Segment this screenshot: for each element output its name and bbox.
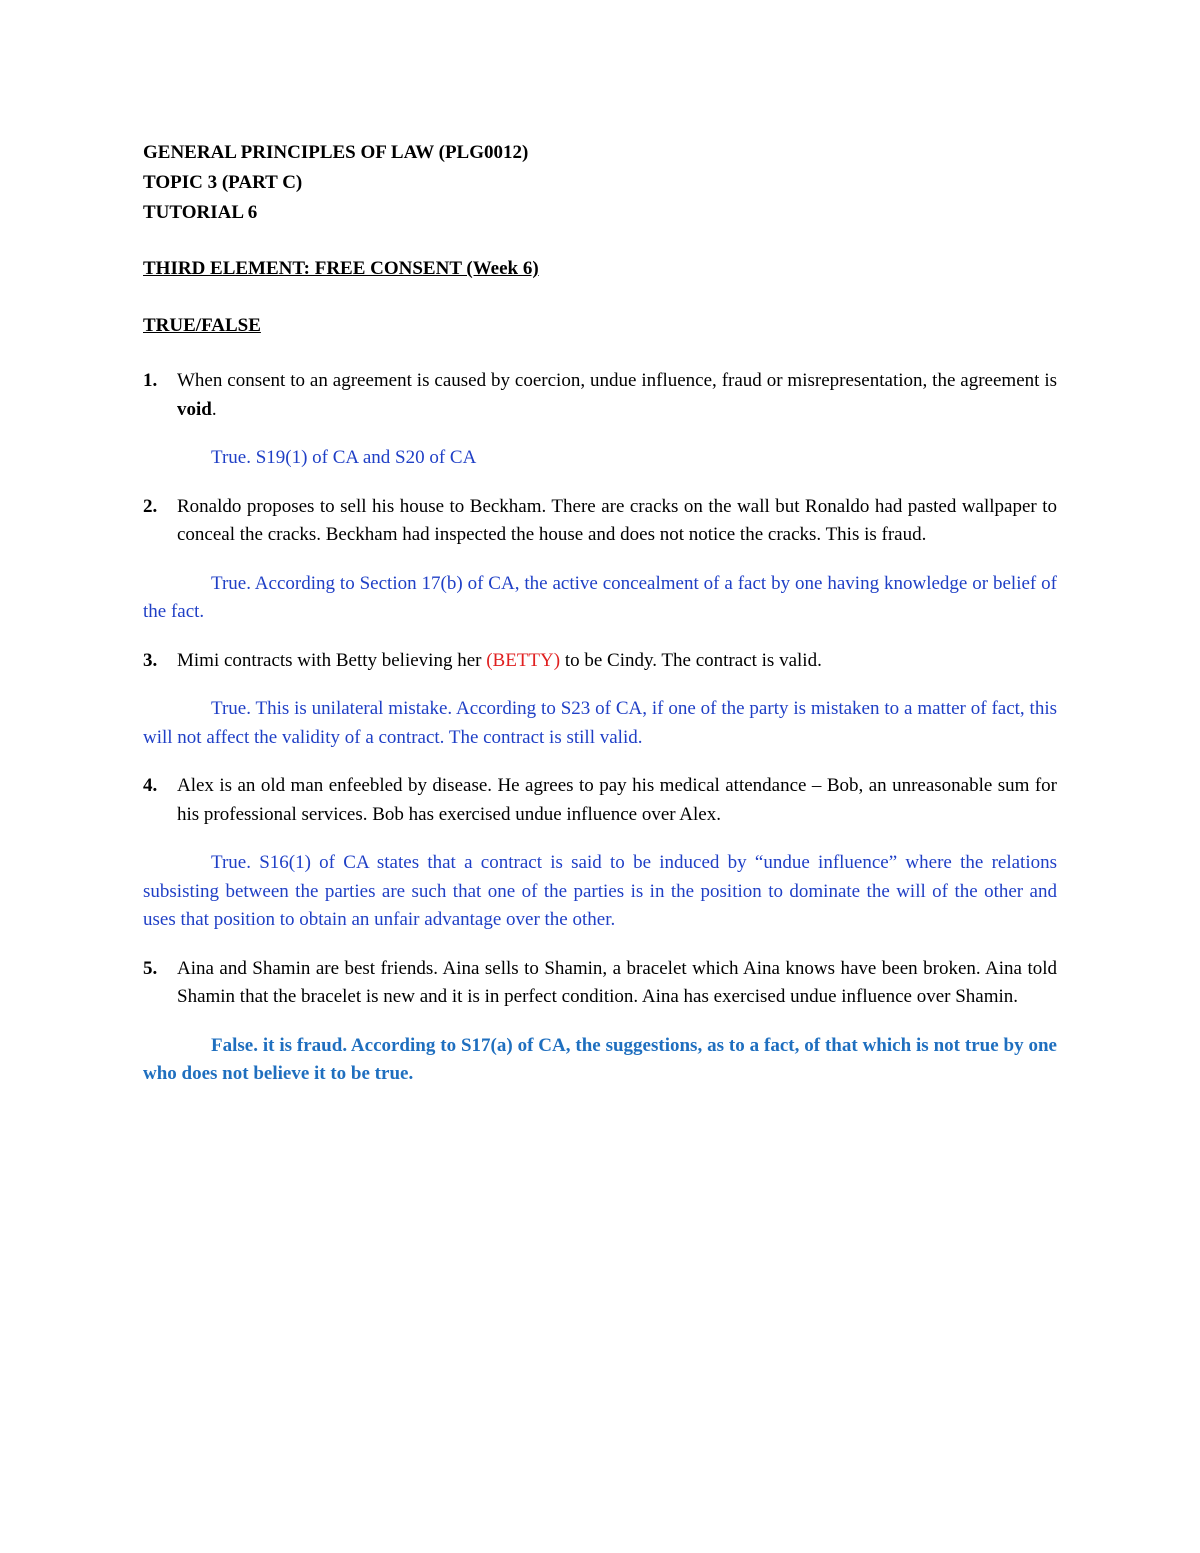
question-text-end: to be Cindy. The contract is valid. [560,649,822,671]
question-text: Alex is an old man enfeebled by disease. He agrees to pay his medical attendance – Bob, an unreasonable sum for his professional services. Bob has exercised undue influence over Alex. [177,775,1057,825]
answer-4: True. S16(1) of CA states that a contract is said to be induced by “undue influence” where the relations subsisting between the parties are such that one of the parties is in the position to dominate the will of the other and uses that position to obtain an unfair advantage over the other. [143,852,1057,930]
question-1 [143,367,1057,424]
question-text-end: . [211,398,217,420]
question-3 [143,647,1057,676]
question-text: Ronaldo proposes to sell his house to Beckham. There are cracks on the wall but Ronaldo had pasted wallpaper to conceal the cracks. Beckham had inspected the house and does not notice the cracks. This is fraud. [177,495,1057,545]
tutorial-title: TUTORIAL 6 [143,202,258,223]
question-number: 3. [143,649,158,671]
topic-title: TOPIC 3 (PART C) [143,172,303,193]
course-title: GENERAL PRINCIPLES OF LAW (PLG0012) [143,142,529,163]
question-emphasis: void [177,398,212,420]
section-title: THIRD ELEMENT: FREE CONSENT (Week 6) [143,258,539,279]
question-4 [143,772,1057,829]
answer-2: True. According to Section 17(b) of CA, the active concealment of a fact by one having knowledge or belief of the fact. [143,572,1057,622]
section-subtitle: TRUE/FALSE [143,315,261,336]
question-text: When consent to an agreement is caused by coercion, undue influence, fraud or misrepresentation, the agreement is [177,370,1057,391]
question-text: Mimi contracts with Betty believing her [177,649,487,671]
question-number: 4. [143,775,158,796]
question-number: 2. [143,495,158,517]
answer-5: False. it is fraud. According to S17(a) of CA, the suggestions, as to a fact, of that which is not true by one who does not believe it to be true. [143,1034,1057,1084]
question-2 [143,493,1057,550]
question-number: 1. [143,370,158,391]
question-text: Aina and Shamin are best friends. Aina sells to Shamin, a bracelet which Aina knows have been broken. Aina told Shamin that the bracelet is new and it is in perfect condition. Aina has exercised undue influence over Shamin. [177,957,1057,1007]
answer-1: True. S19(1) of CA and S20 of CA [211,447,477,468]
document-page [143,138,1057,1089]
answer-3: True. This is unilateral mistake. According to S23 of CA, if one of the party is mistaken to a matter of fact, this will not affect the validity of a contract. The contract is still valid. [143,698,1057,748]
question-number: 5. [143,957,158,979]
question-highlight: (BETTY) [486,649,561,671]
question-5 [143,955,1057,1012]
